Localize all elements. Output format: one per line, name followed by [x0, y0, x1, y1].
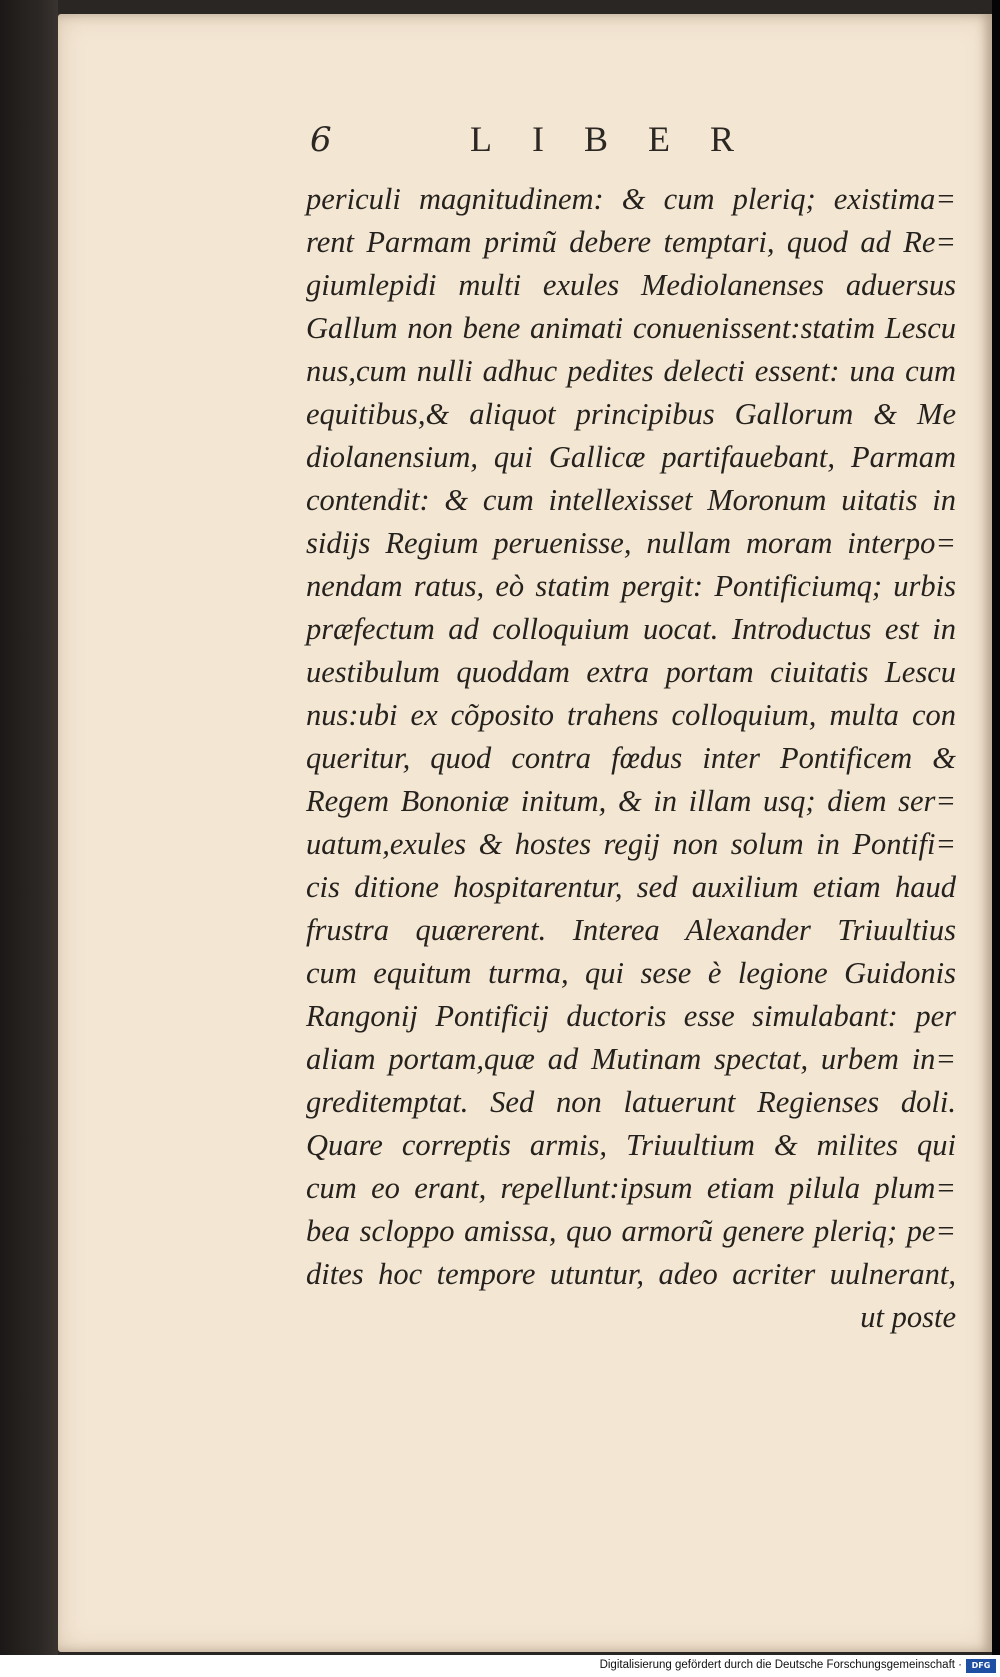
dfg-logo: DFG	[966, 1659, 996, 1673]
book-spine-shadow	[0, 0, 58, 1655]
text-line: Gallum non bene animati conuenissent:statim Lescu	[306, 311, 956, 345]
text-line: aliam portam,quæ ad Mutinam spectat, urbem in=	[306, 1042, 956, 1076]
catchword: ut poste	[860, 1300, 956, 1334]
text-line: bea scloppo amissa, quo armorũ genere pleriq; pe=	[306, 1214, 956, 1248]
text-line: Rangonij Pontificij ductoris esse simulabant: per	[306, 999, 956, 1033]
text-line: nendam ratus, eò statim pergit: Pontificiumq; urbis	[306, 569, 956, 603]
text-line: uestibulum quoddam extra portam ciuitatis Lescu	[306, 655, 956, 689]
text-line: sidijs Regium peruenisse, nullam moram interpo=	[306, 526, 956, 560]
text-line: nus:ubi ex cõposito trahens colloquium, multa con	[306, 698, 956, 732]
text-line: greditemptat. Sed non latuerunt Regienses doli.	[306, 1085, 956, 1119]
text-line: cum eo erant, repellunt:ipsum etiam pilula plum=	[306, 1171, 956, 1205]
text-line: Regem Bononiæ initum, & in illam usq; diem ser=	[306, 784, 956, 818]
text-line: contendit: & cum intellexisset Moronum uitatis in	[306, 483, 956, 517]
text-line: cum equitum turma, qui sese è legione Guidonis	[306, 956, 956, 990]
right-scan-border	[992, 0, 1000, 1655]
text-line: frustra quærerent. Interea Alexander Triuultius	[306, 913, 956, 947]
funding-credit: Digitalisierung gefördert durch die Deutsche Forschungsgemeinschaft ·	[599, 1659, 962, 1671]
text-line: giumlepidi multi exules Mediolanenses aduersus	[306, 268, 956, 302]
text-line: nus,cum nulli adhuc pedites delecti essent: una cum	[306, 354, 956, 388]
text-line: Quare correptis armis, Triuultium & milites qui	[306, 1128, 956, 1162]
text-line: equitibus,& aliquot principibus Gallorum & Me	[306, 397, 956, 431]
text-line: uatum,exules & hostes regij non solum in Pontifi=	[306, 827, 956, 861]
text-line: periculi magnitudinem: & cum pleriq; existima=	[306, 182, 956, 216]
body-text	[306, 178, 956, 1339]
text-line: cis ditione hospitarentur, sed auxilium etiam haud	[306, 870, 956, 904]
text-line: præfectum ad colloquium uocat. Introductus est in	[306, 612, 956, 646]
page-number: 6	[310, 120, 332, 160]
text-line: rent Parmam primũ debere temptari, quod ad Re=	[306, 225, 956, 259]
text-line: dites hoc tempore utuntur, adeo acriter uulnerant,	[306, 1257, 956, 1291]
text-line: diolanensium, qui Gallicæ partifauebant, Parmam	[306, 440, 956, 474]
text-line: queritur, quod contra fœdus inter Pontificem &	[306, 741, 956, 775]
running-head: LIBER	[470, 119, 774, 159]
